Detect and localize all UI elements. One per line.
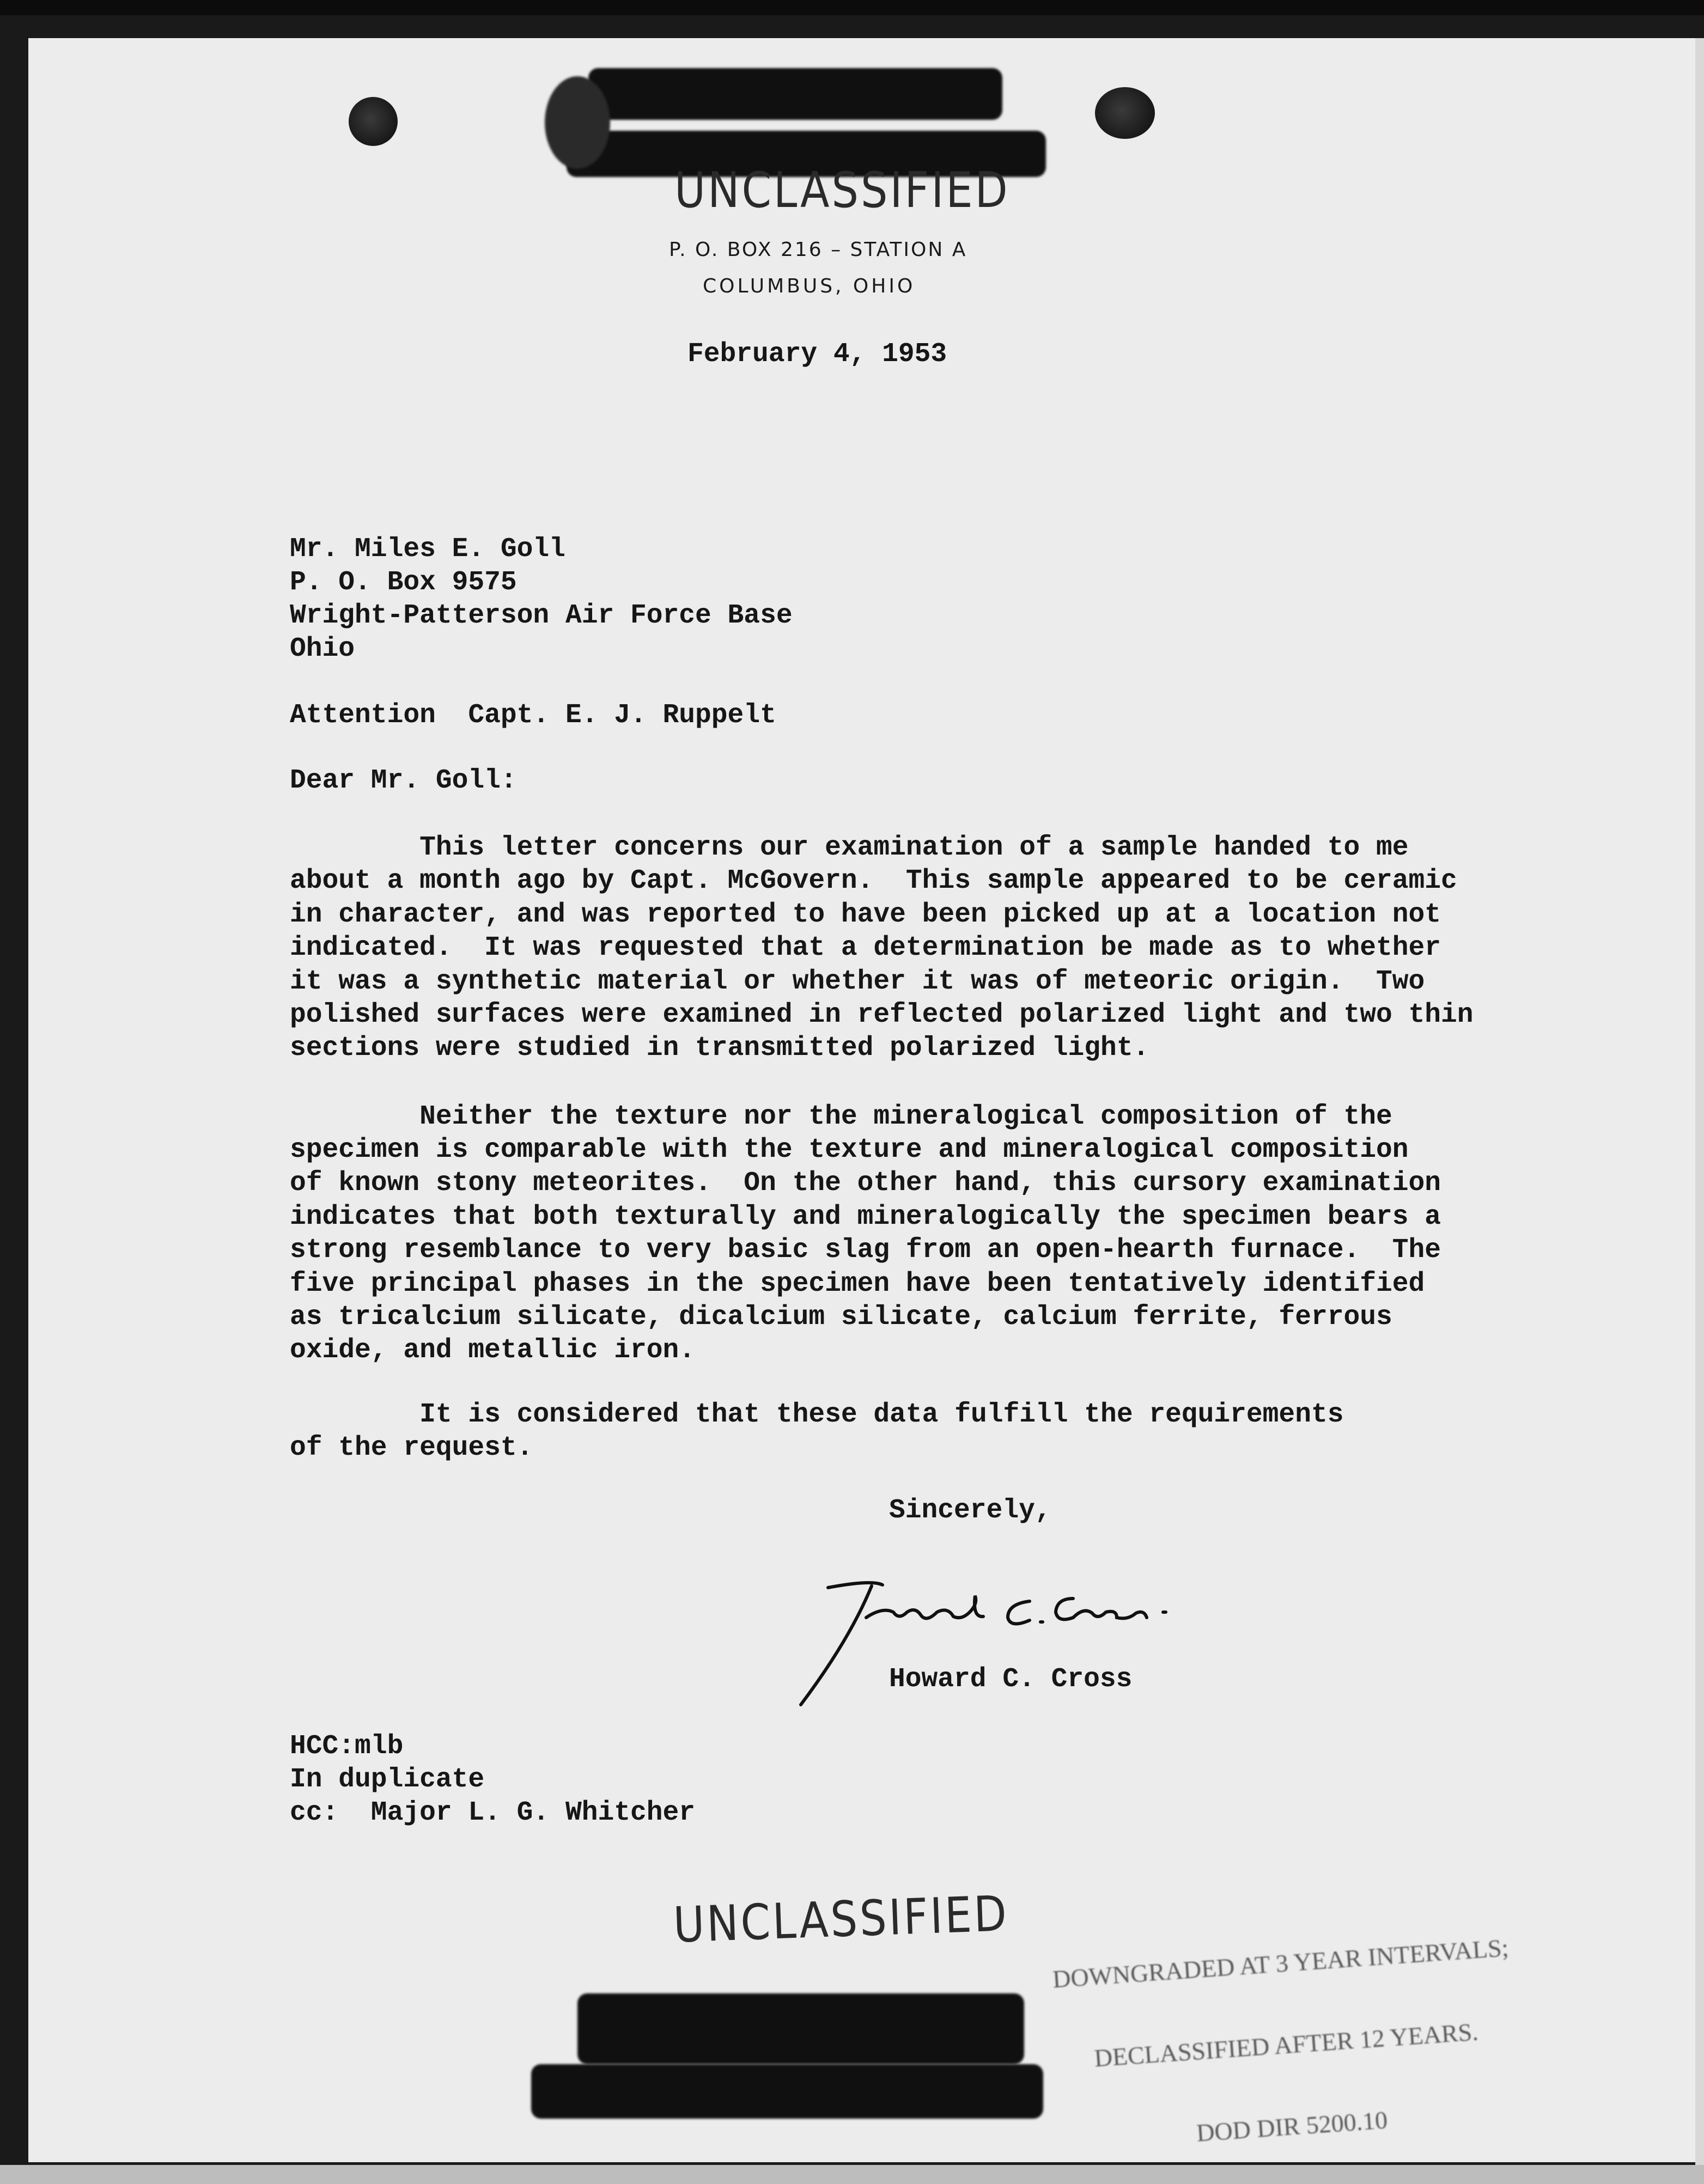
body-line: strong resemblance to very basic slag from an open-hearth furnace. The [290,1235,1441,1265]
redaction-bar-bottom [577,1993,1024,2064]
closing: Sincerely, [889,1495,1051,1526]
body-line: specimen is comparable with the texture and mineralogical composition [290,1134,1409,1165]
punch-hole-right [1095,87,1155,139]
recipient-line: Ohio [290,633,355,664]
stamp-line: DECLASSIFIED AFTER 12 YEARS. [1093,2017,1480,2072]
cc-line: cc: Major L. G. Whitcher [290,1797,696,1828]
body-line: it was a synthetic material or whether it was of meteoric origin. Two [290,966,1425,997]
body-line: oxide, and metallic iron. [290,1335,696,1365]
body-line: Neither the texture nor the mineralogical composition of the [290,1101,1392,1132]
redaction-bar-top [588,68,1002,120]
reference-initials: HCC:mlb [290,1731,404,1761]
scan-top-border [0,0,1704,15]
downgrade-stamp [1048,1880,1523,2183]
body-line: as tricalcium silicate, dicalcium silicate, calcium ferrite, ferrous [290,1302,1392,1332]
recipient-line: P. O. Box 9575 [290,567,517,597]
letterhead-address-line1: P. O. BOX 216 – STATION A [669,239,967,261]
punch-hole-left [349,97,398,146]
letter-date: February 4, 1953 [687,339,947,369]
classification-bottom: UNCLASSIFIED [672,1886,1010,1954]
scan-right-edge [1695,38,1704,2165]
body-line: sections were studied in transmitted polarized light. [290,1033,1149,1063]
redaction-bar-bottom-lower [531,2064,1043,2119]
scan-bottom-border [0,2165,1704,2184]
body-line: of known stony meteorites. On the other hand, this cursory examination [290,1168,1441,1198]
body-line: five principal phases in the specimen have been tentatively identified [290,1268,1425,1299]
recipient-line: Mr. Miles E. Goll [290,534,565,564]
body-line: It is considered that these data fulfill the requirements [290,1399,1344,1430]
body-line: This letter concerns our examination of a sample handed to me [290,832,1409,863]
recipient-line: Wright-Patterson Air Force Base [290,600,793,631]
redaction-blob [545,76,610,169]
stamp-line: DOWNGRADED AT 3 YEAR INTERVALS; [1051,1933,1510,1993]
stamp-line: DOD DIR 5200.10 [1195,2106,1389,2147]
body-line: polished surfaces were examined in reflected polarized light and two thin [290,999,1474,1030]
classification-top: UNCLASSIFIED [674,162,1010,219]
copies-note: In duplicate [290,1764,485,1795]
body-line: of the request. [290,1432,533,1463]
letterhead-address-line2: COLUMBUS, OHIO [703,275,916,297]
body-line: about a month ago by Capt. McGovern. This sample appeared to be ceramic [290,865,1457,896]
body-line: indicated. It was requested that a determination be made as to whether [290,932,1441,963]
signer-name: Howard C. Cross [889,1664,1133,1694]
body-line: in character, and was reported to have been picked up at a location not [290,899,1441,930]
attention-line: Attention Capt. E. J. Ruppelt [290,700,776,730]
salutation: Dear Mr. Goll: [290,765,517,796]
body-line: indicates that both texturally and mineralogically the specimen bears a [290,1201,1441,1232]
